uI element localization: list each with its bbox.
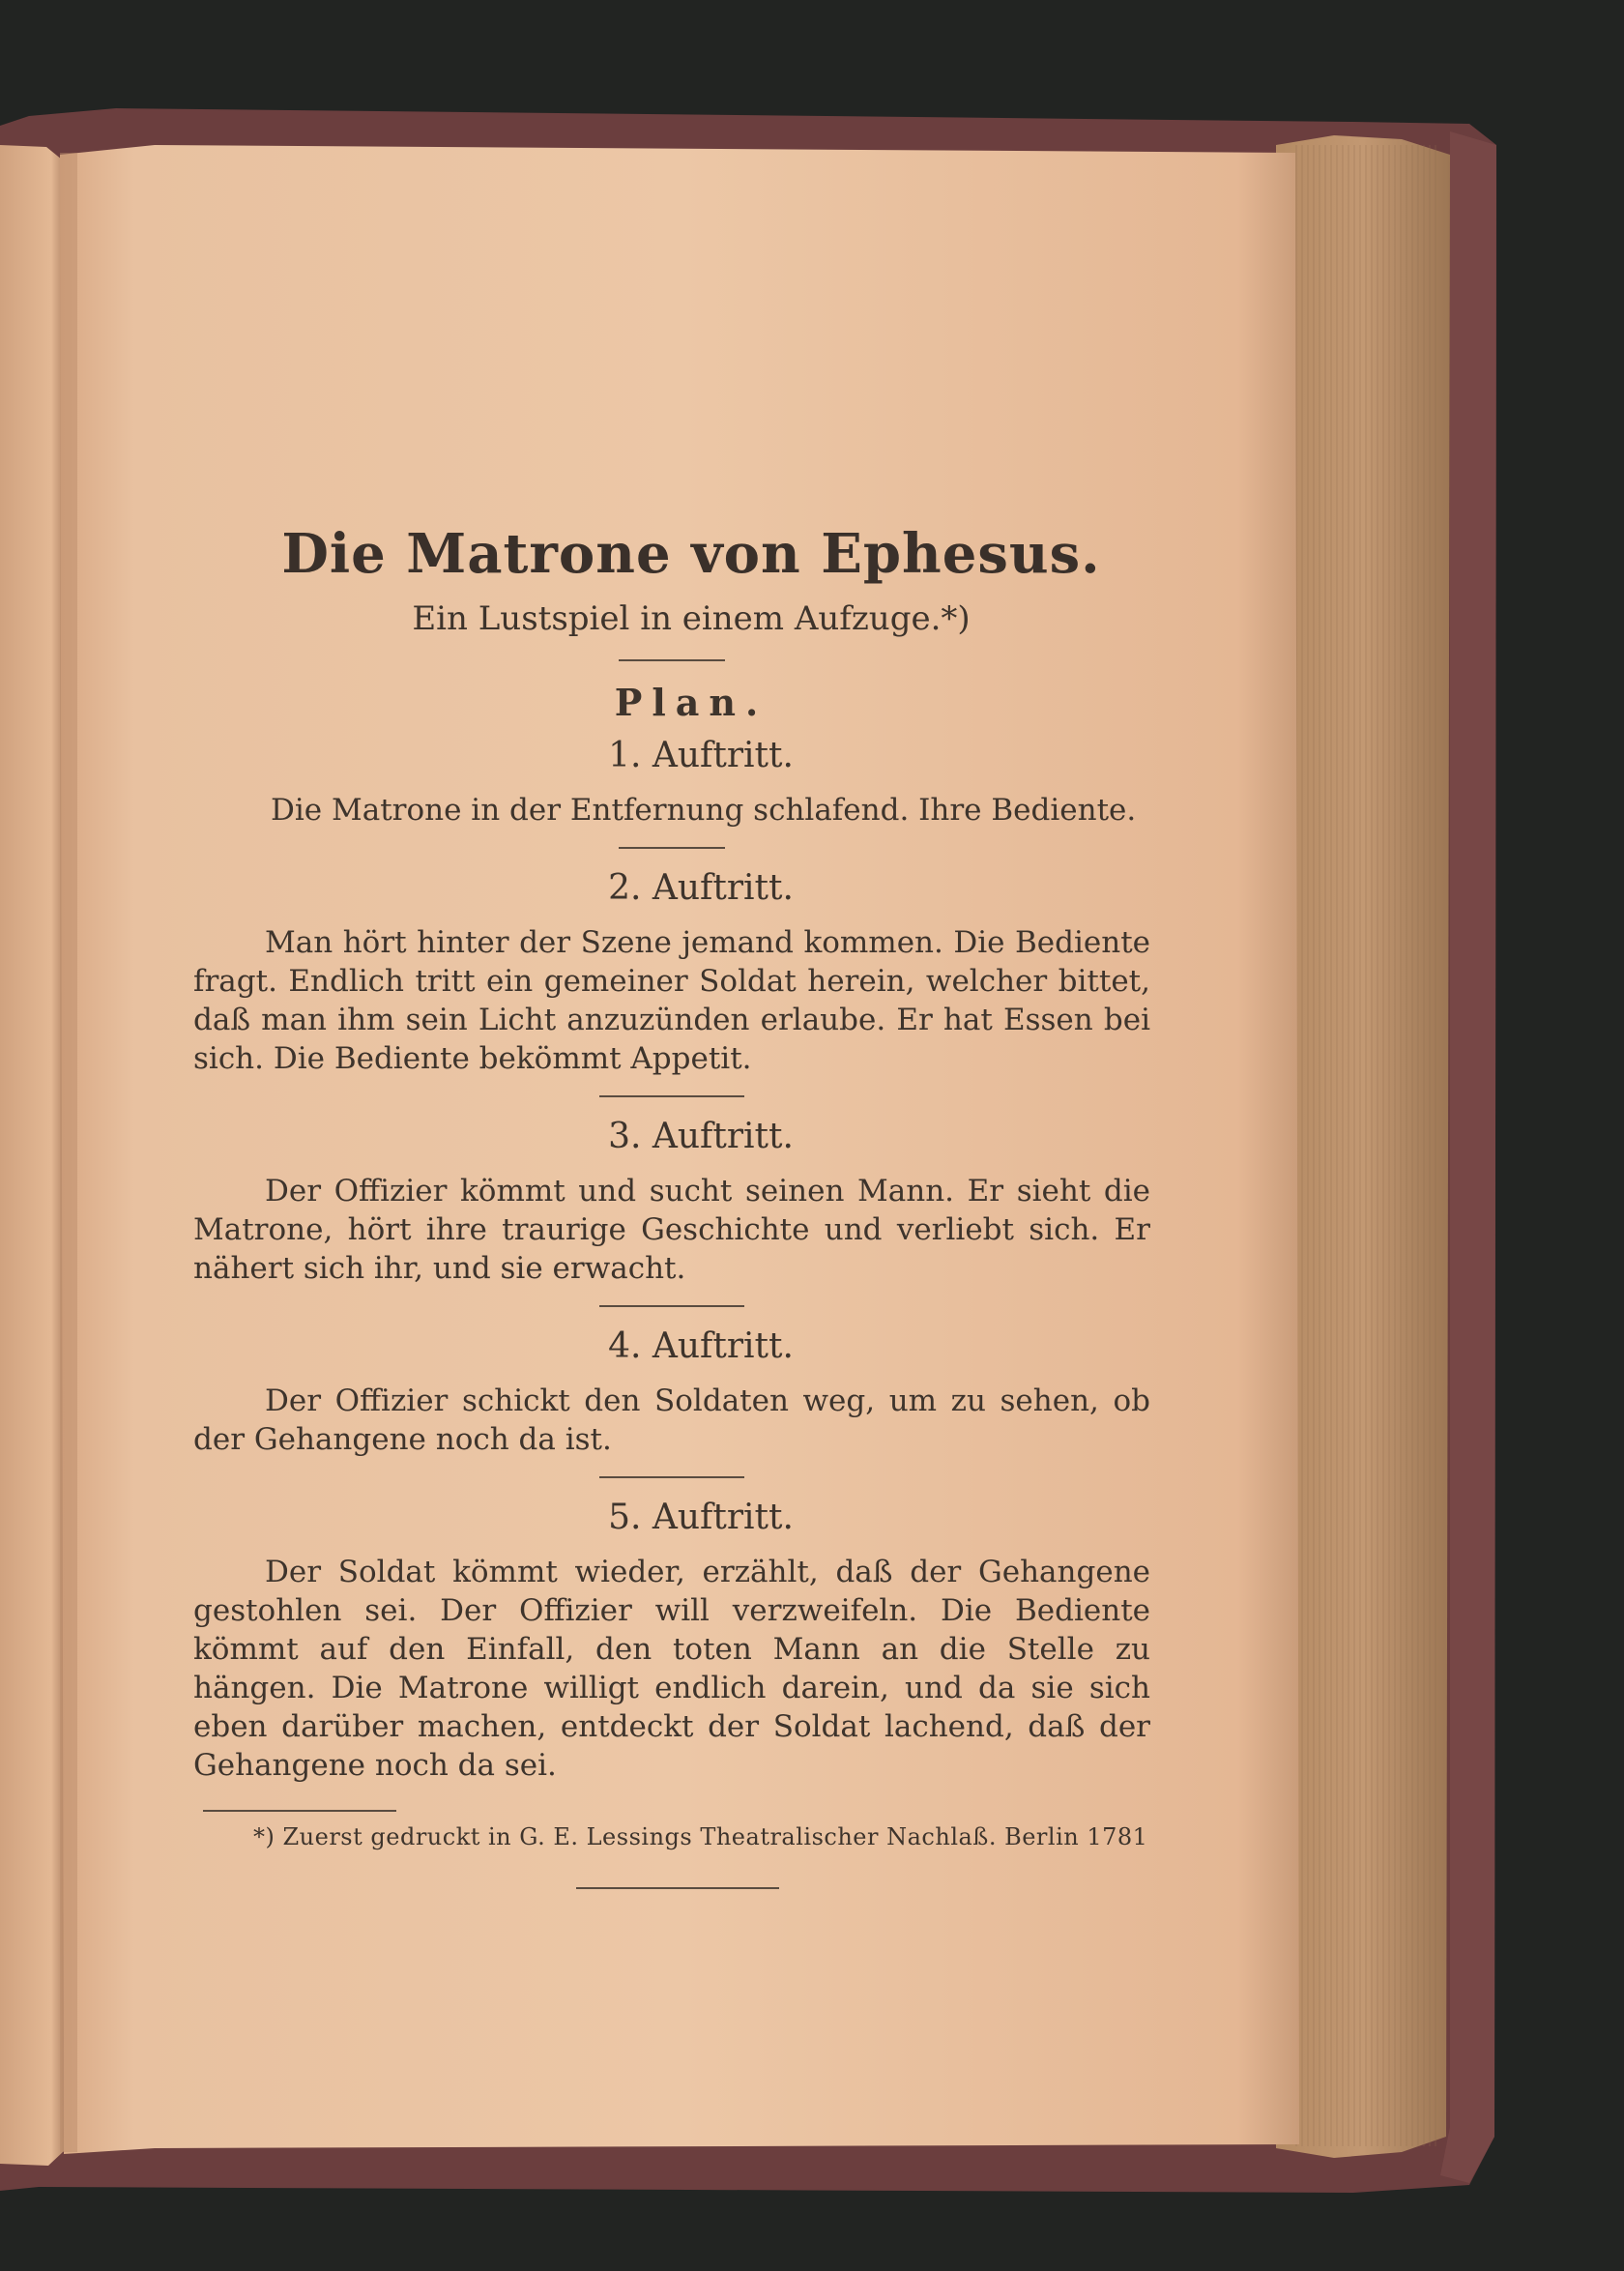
scene-block: [193, 1326, 1150, 1459]
scene-heading: 3. Auftritt.: [608, 1117, 794, 1156]
end-divider: [576, 1887, 779, 1889]
play-subtitle: Ein Lustspiel in einem Aufzuge.*): [412, 599, 971, 638]
scene-text: Man hört hinter der Szene jemand kommen. Die Bediente fragt. Endlich tritt ein gemeiner Soldat herein, welcher bittet, daß man ihm sein Licht anzuzünden erlaube. Er hat Essen bei sich. Die Bediente bekömmt Appetit.: [193, 925, 1150, 1076]
divider: [619, 847, 725, 849]
gutter-shadow: [60, 153, 77, 2152]
scene-heading: 2. Auftritt.: [608, 868, 794, 908]
scene-block: [193, 1117, 1150, 1288]
divider: [599, 1095, 744, 1097]
scene-heading: 5. Auftritt.: [608, 1498, 794, 1537]
footnote-divider: [203, 1810, 396, 1812]
scene-text: Der Offizier schickt den Soldaten weg, um zu sehen, ob der Gehangene noch da ist.: [193, 1383, 1150, 1457]
divider: [599, 1476, 744, 1478]
scene-heading: 1. Auftritt.: [608, 736, 794, 775]
footnote: *) Zuerst gedruckt in G. E. Lessings Theatralischer Nachlaß. Berlin 1781: [253, 1823, 1148, 1850]
left-page: [0, 145, 64, 2166]
plan-heading: Plan.: [614, 681, 768, 724]
page-block-lines: [1291, 145, 1436, 2146]
scene-text: Der Offizier kömmt und sucht seinen Mann. Er sieht die Matrone, hört ihre traurige Geschichte und verliebt sich. Er nähert sich ihr, und sie erwacht.: [193, 1174, 1150, 1286]
scene-heading: 4. Auftritt.: [608, 1326, 794, 1366]
page-text: [193, 522, 1150, 1889]
divider: [599, 1305, 744, 1307]
play-title: Die Matrone von Ephesus.: [281, 522, 1101, 586]
scene-block: [193, 1498, 1150, 1785]
scene-block: [193, 736, 1150, 830]
scene-block: [193, 868, 1150, 1078]
scene-text: Der Soldat kömmt wieder, erzählt, daß der Gehangene gestohlen sei. Der Offizier will verzweifeln. Die Bediente kömmt auf den Einfall, den toten Mann an die Stelle zu hängen. Die Matrone willigt endlich darein, und da sie sich eben darüber machen, entdeckt der Soldat lachend, daß der Gehangene noch da sei.: [193, 1555, 1150, 1783]
scene-text: Die Matrone in der Entfernung schlafend. Ihre Bediente.: [271, 793, 1137, 828]
divider: [619, 659, 725, 661]
